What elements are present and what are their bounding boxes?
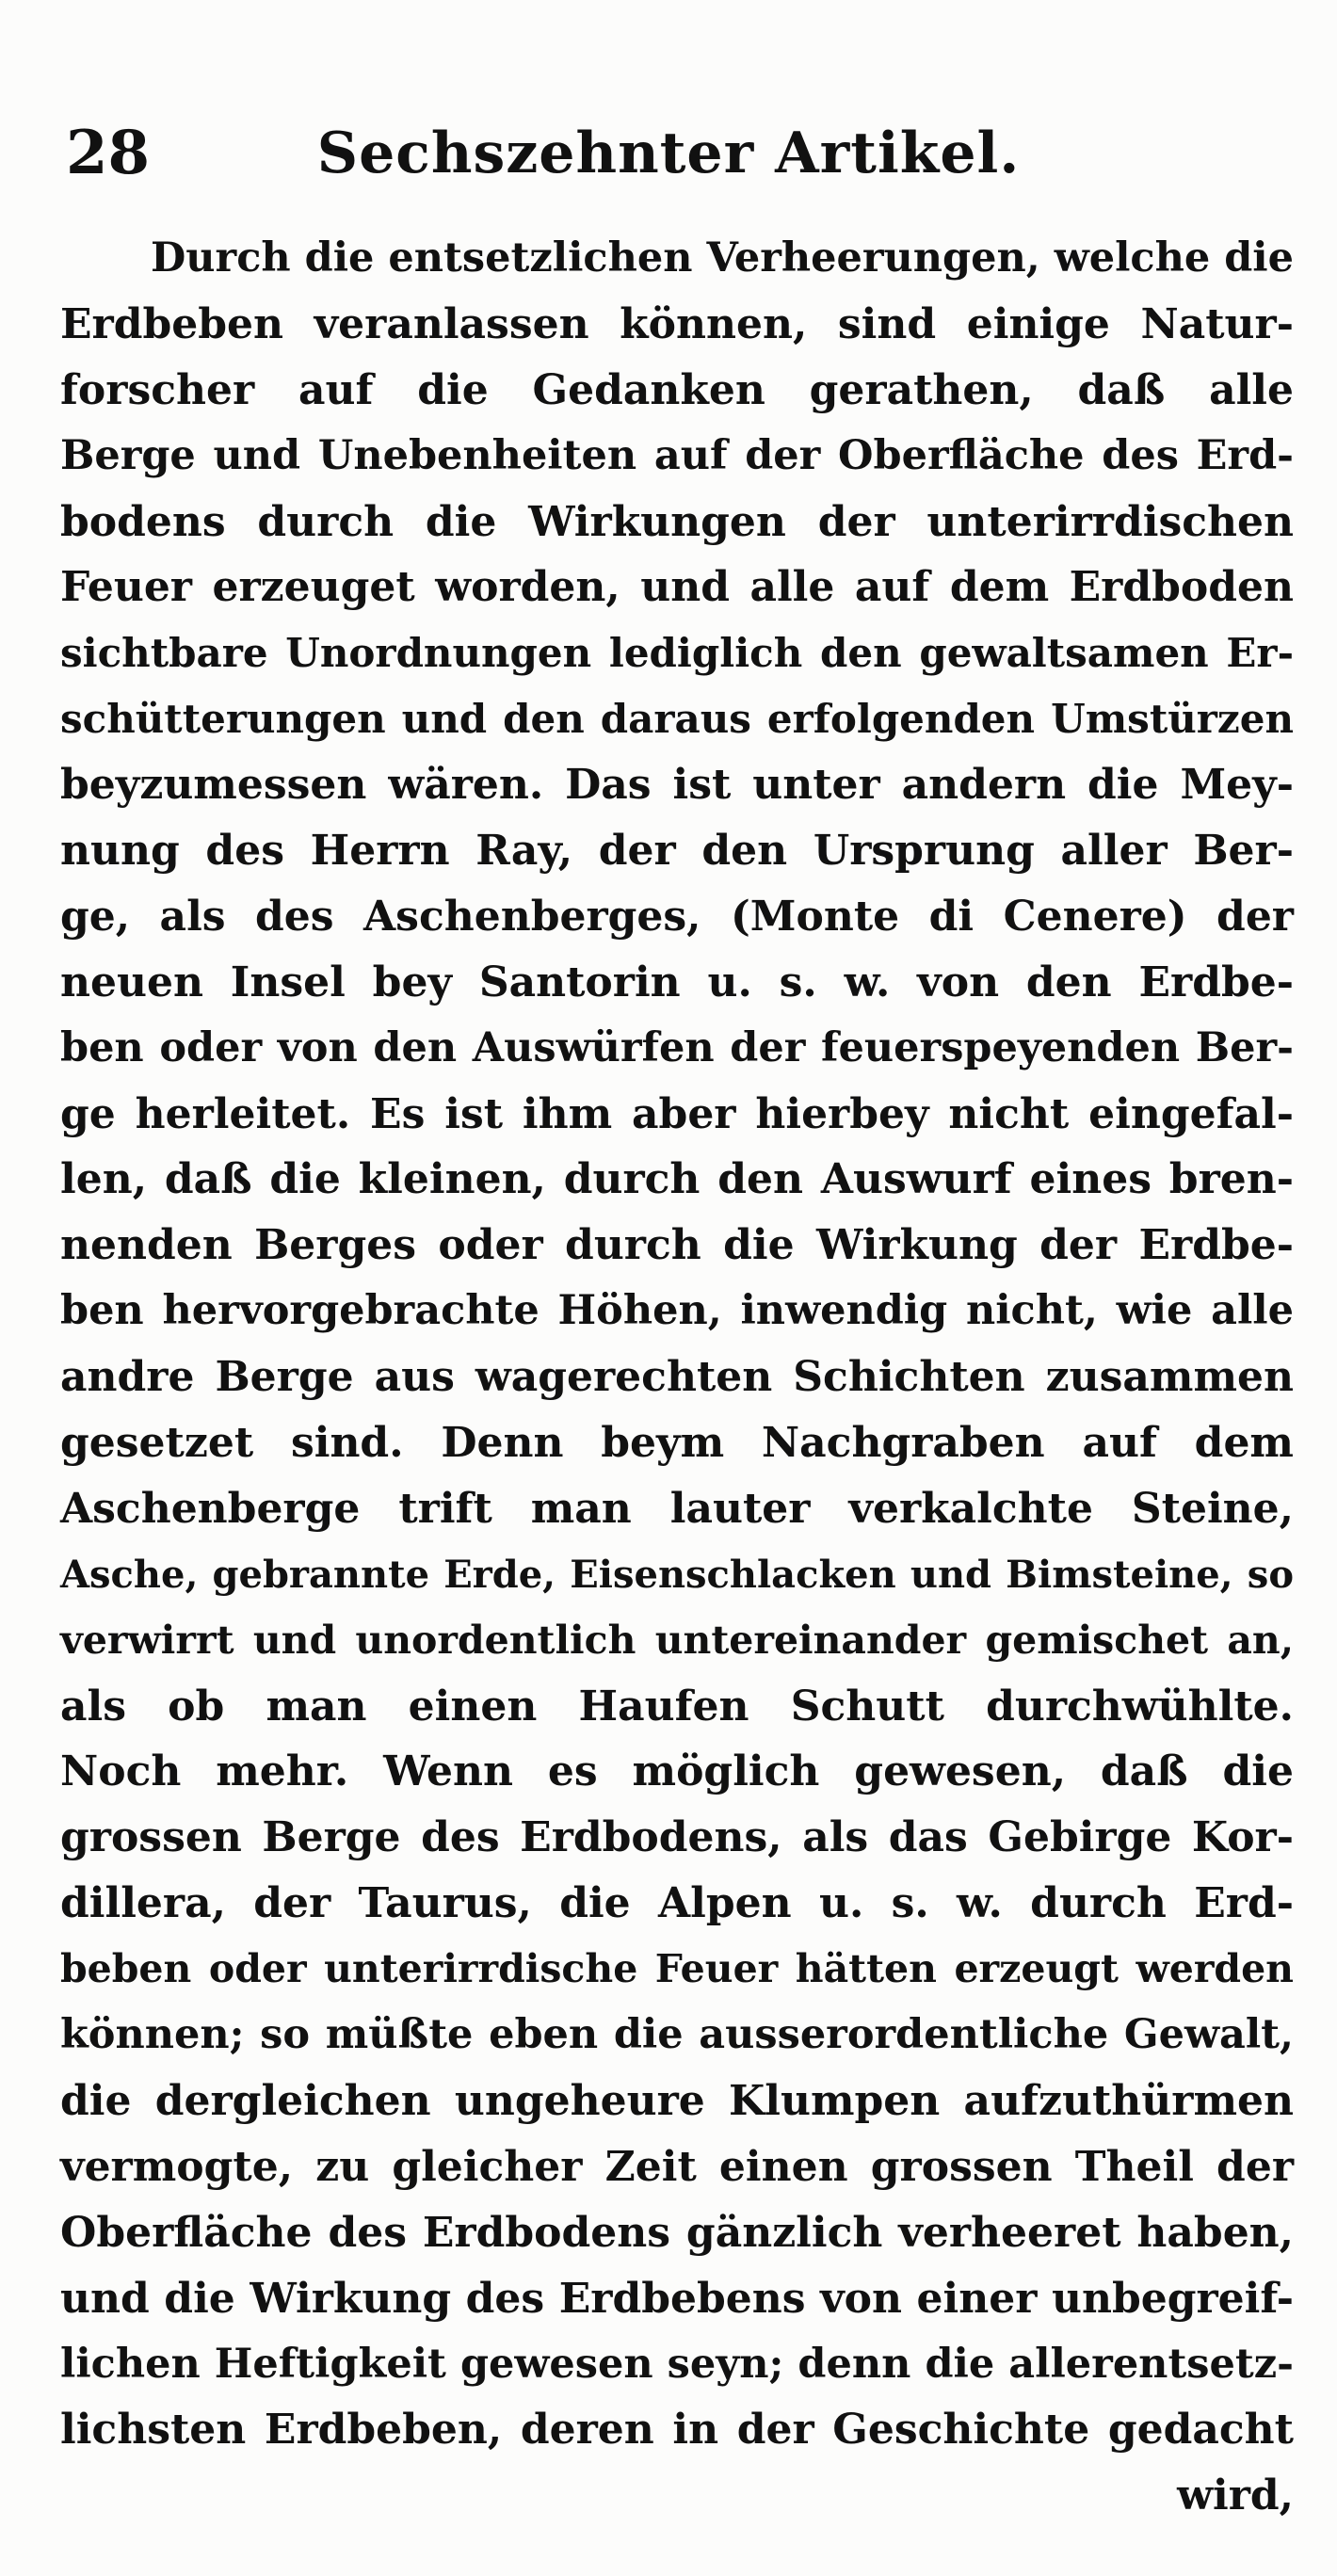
text-line: dillera, der Taurus, die Alpen u. s. w. durch Erd- bbox=[60, 1879, 1294, 1928]
text-line: nenden Berges oder durch die Wirkung der Erdbe- bbox=[60, 1221, 1294, 1270]
text-line: Erdbeben veranlassen können, sind einige Natur- bbox=[60, 299, 1294, 348]
text-line: len, daß die kleinen, durch den Auswurf eines bren- bbox=[60, 1155, 1294, 1204]
text-line: schütterungen und den daraus erfolgenden Umstürzen bbox=[60, 696, 1294, 743]
text-line: nung des Herrn Ray, der den Ursprung aller Ber- bbox=[60, 827, 1294, 876]
text-line: ben hervorgebrachte Höhen, inwendig nicht, wie alle bbox=[60, 1287, 1294, 1335]
text-line: beyzumessen wären. Das ist unter andern die Mey- bbox=[60, 761, 1294, 810]
text-line: gesetzet sind. Denn beym Nachgraben auf dem bbox=[60, 1419, 1294, 1468]
catchword: wird, bbox=[1177, 2471, 1294, 2520]
text-line: neuen Insel bey Santorin u. s. w. von den Erdbe- bbox=[60, 958, 1294, 1006]
text-line: und die Wirkung des Erdbebens von einer unbegreif- bbox=[60, 2274, 1294, 2323]
page-number: 28 bbox=[66, 118, 151, 188]
text-line: ge, als des Aschenberges, (Monte di Cenere) der bbox=[60, 892, 1294, 941]
text-line: Noch mehr. Wenn es möglich gewesen, daß die bbox=[60, 1747, 1294, 1796]
text-line: verwirrt und unordentlich untereinander gemischet an, bbox=[60, 1617, 1294, 1663]
text-line: die dergleichen ungeheure Klumpen aufzuthürmen bbox=[60, 2076, 1294, 2125]
text-line: können; so müßte eben die ausserordentliche Gewalt, bbox=[60, 2011, 1294, 2059]
text-line: lichen Heftigkeit gewesen seyn; denn die allerentsetz- bbox=[60, 2340, 1294, 2388]
text-line: Durch die entsetzlichen Verheerungen, welche die bbox=[151, 234, 1294, 282]
text-line: Berge und Unebenheiten auf der Oberfläche des Erd- bbox=[60, 431, 1294, 479]
text-line: grossen Berge des Erdbodens, als das Gebirge Kor- bbox=[60, 1813, 1294, 1862]
text-line: forscher auf die Gedanken gerathen, daß alle bbox=[60, 365, 1294, 414]
text-line: vermogte, zu gleicher Zeit einen grossen Theil der bbox=[60, 2142, 1294, 2191]
chapter-title: Sechszehnter Artikel. bbox=[316, 121, 1021, 186]
body-text bbox=[60, 226, 1294, 2529]
text-line: ben oder von den Auswürfen der feuerspeyenden Ber- bbox=[60, 1023, 1294, 1071]
text-line: Oberfläche des Erdbodens gänzlich verheeret haben, bbox=[60, 2208, 1294, 2257]
text-line: Asche, gebrannte Erde, Eisenschlacken und Bimsteine, so bbox=[60, 1552, 1294, 1597]
text-line: ge herleitet. Es ist ihm aber hierbey nicht eingefal- bbox=[60, 1089, 1294, 1138]
text-line: Aschenberge trift man lauter verkalchte Steine, bbox=[60, 1484, 1294, 1533]
text-line: Feuer erzeuget worden, und alle auf dem Erdboden bbox=[60, 563, 1294, 612]
text-line: bodens durch die Wirkungen der unterirrdischen bbox=[60, 497, 1294, 546]
text-line: beben oder unterirrdische Feuer hätten erzeugt werden bbox=[60, 1946, 1294, 1992]
text-line: sichtbare Unordnungen lediglich den gewaltsamen Er- bbox=[60, 630, 1294, 677]
text-line: andre Berge aus wagerechten Schichten zusammen bbox=[60, 1353, 1294, 1402]
text-line: als ob man einen Haufen Schutt durchwühlte. bbox=[60, 1682, 1294, 1731]
text-line: lichsten Erdbeben, deren in der Geschichte gedacht bbox=[60, 2406, 1294, 2455]
running-head bbox=[66, 111, 1271, 196]
